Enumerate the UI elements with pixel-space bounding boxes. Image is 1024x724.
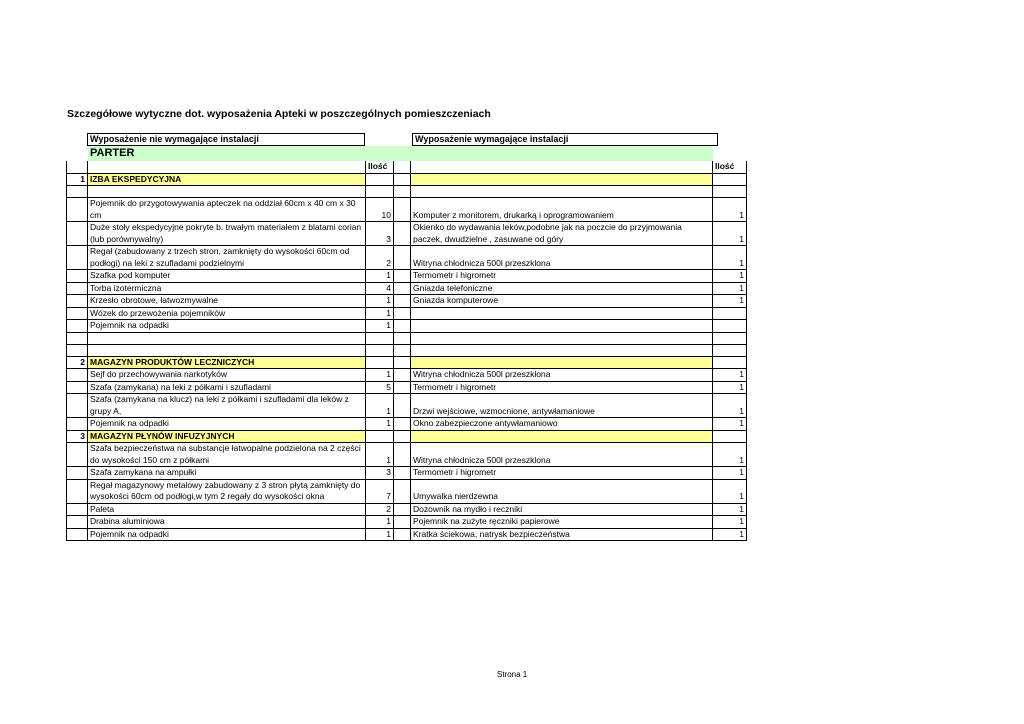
empty-cell <box>713 344 747 356</box>
spacer-row <box>67 344 747 356</box>
install-item-name: Witryna chłodnicza 500l przeszklona <box>411 246 713 270</box>
empty-cell <box>713 332 747 344</box>
table-row <box>67 516 747 529</box>
section-number: 1 <box>67 173 88 186</box>
empty-cell <box>713 173 747 186</box>
empty-cell <box>394 186 411 198</box>
item-qty: 2 <box>366 503 394 516</box>
install-item-name: Termometr i higrometr <box>411 381 713 394</box>
empty-cell <box>394 430 411 443</box>
item-qty: 1 <box>366 394 394 418</box>
empty-cell <box>394 381 411 394</box>
install-item-name: Termometr i higrometr <box>411 270 713 283</box>
item-qty: 1 <box>366 528 394 541</box>
empty-cell <box>394 443 411 467</box>
empty-cell <box>713 356 747 369</box>
table-row <box>67 295 747 308</box>
section-fill <box>411 430 713 443</box>
empty-cell <box>394 467 411 480</box>
floor-row <box>67 147 747 161</box>
item-qty: 1 <box>366 307 394 320</box>
item-name: Szafa zamykana na ampułki <box>88 467 366 480</box>
page-footer: Strona 1 <box>497 670 528 679</box>
install-item-qty: 1 <box>713 418 747 431</box>
item-name: Wózek do przewożenia pojemników <box>88 307 366 320</box>
install-item-qty: 1 <box>713 295 747 308</box>
empty-cell <box>394 332 411 344</box>
empty-cell <box>67 222 88 246</box>
item-qty: 1 <box>366 270 394 283</box>
empty-cell <box>67 528 88 541</box>
table-row <box>67 479 747 503</box>
table-row <box>67 381 747 394</box>
item-qty: 1 <box>366 295 394 308</box>
empty-cell <box>713 430 747 443</box>
empty-cell <box>394 173 411 186</box>
install-item-qty: 1 <box>713 394 747 418</box>
empty-cell <box>67 479 88 503</box>
install-item-name: Witryna chłodnicza 500l przeszklona <box>411 369 713 382</box>
item-name: Pojemnik na odpadki <box>88 528 366 541</box>
item-qty: 2 <box>366 246 394 270</box>
empty-cell <box>394 246 411 270</box>
section-name: MAGAZYN PRODUKTÓW LECZNICZYCH <box>88 356 366 369</box>
empty-cell <box>366 344 394 356</box>
install-item-qty <box>713 320 747 333</box>
empty-cell <box>67 467 88 480</box>
install-item-name: Komputer z monitorem, drukarką i oprogramowaniem <box>411 198 713 222</box>
install-item-name: Gniazda komputerowe <box>411 295 713 308</box>
install-item-qty: 1 <box>713 528 747 541</box>
empty-cell <box>67 369 88 382</box>
item-name: Szafka pod komputer <box>88 270 366 283</box>
install-item-name <box>411 307 713 320</box>
empty-cell <box>394 198 411 222</box>
spacer-row <box>67 186 747 198</box>
empty-cell <box>394 369 411 382</box>
install-item-qty: 1 <box>713 381 747 394</box>
item-qty: 3 <box>366 467 394 480</box>
qty-header-row <box>67 161 747 174</box>
item-qty: 1 <box>366 443 394 467</box>
item-qty: 4 <box>366 282 394 295</box>
empty-cell <box>366 430 394 443</box>
empty-cell <box>394 307 411 320</box>
install-item-name: Witryna chłodnicza 500l przeszklona <box>411 443 713 467</box>
section-number: 3 <box>67 430 88 443</box>
section-row <box>67 430 747 443</box>
empty-cell <box>366 186 394 198</box>
empty-cell <box>394 516 411 529</box>
empty-cell <box>394 222 411 246</box>
empty-cell <box>67 246 88 270</box>
table-row <box>67 369 747 382</box>
empty-cell <box>67 503 88 516</box>
section-number: 2 <box>67 356 88 369</box>
empty-cell <box>67 516 88 529</box>
empty-cell <box>67 282 88 295</box>
install-item-name: Umywalka nierdzewna <box>411 479 713 503</box>
empty-cell <box>411 332 713 344</box>
install-item-qty: 1 <box>713 282 747 295</box>
install-item-qty <box>713 307 747 320</box>
empty-cell <box>366 332 394 344</box>
header-right: Wyposażenie wymagające instalacji <box>412 133 718 146</box>
section-name: MAGAZYN PŁYNÓW INFUZYJNYCH <box>88 430 366 443</box>
section-row <box>67 356 747 369</box>
qty-header-right: Ilość <box>713 161 747 174</box>
empty-cell <box>67 186 88 198</box>
item-name: Regał (zabudowany z trzech stron, zamknięty do wysokości 60cm od podłogi) na leki z szufladami podzielnymi <box>88 246 366 270</box>
table-row <box>67 282 747 295</box>
install-item-qty: 1 <box>713 516 747 529</box>
empty-cell <box>366 356 394 369</box>
empty-cell <box>394 270 411 283</box>
empty-cell <box>67 381 88 394</box>
install-item-qty: 1 <box>713 467 747 480</box>
empty-cell <box>67 344 88 356</box>
empty-cell <box>394 528 411 541</box>
empty-cell <box>411 344 713 356</box>
install-item-qty: 1 <box>713 222 747 246</box>
table-row <box>67 443 747 467</box>
item-name: Pojemnik na odpadki <box>88 320 366 333</box>
equipment-table <box>66 146 747 541</box>
item-qty: 1 <box>366 516 394 529</box>
qty-header-left: Ilość <box>366 161 394 174</box>
table-row <box>67 270 747 283</box>
empty-cell <box>394 344 411 356</box>
spacer-row <box>67 332 747 344</box>
empty-cell <box>713 186 747 198</box>
page-title: Szczegółowe wytyczne dot. wyposażenia Apteki w poszczególnych pomieszczeniach <box>67 108 491 120</box>
table-row <box>67 528 747 541</box>
floor-label: PARTER <box>88 147 366 161</box>
table-row <box>67 503 747 516</box>
empty-cell <box>67 295 88 308</box>
table-row <box>67 222 747 246</box>
install-item-qty: 1 <box>713 479 747 503</box>
item-name: Drabina aluminiowa <box>88 516 366 529</box>
item-name: Szafa (zamykana) na leki z półkami i szufladami <box>88 381 366 394</box>
item-qty: 5 <box>366 381 394 394</box>
empty-cell <box>88 186 366 198</box>
table-row <box>67 320 747 333</box>
empty-cell <box>67 443 88 467</box>
item-name: Paleta <box>88 503 366 516</box>
item-name: Krzesło obrotowe, łatwozmywalne <box>88 295 366 308</box>
item-name: Duże stoły ekspedycyjne pokryte b. trwałym materiałem z blatami corian (lub porównywalny) <box>88 222 366 246</box>
empty-cell <box>366 173 394 186</box>
install-item-name: Gniazda telefoniczne <box>411 282 713 295</box>
section-name: IZBA EKSPEDYCYJNA <box>88 173 366 186</box>
install-item-qty: 1 <box>713 246 747 270</box>
empty-cell <box>88 344 366 356</box>
install-item-name <box>411 320 713 333</box>
item-qty: 1 <box>366 418 394 431</box>
table-row <box>67 418 747 431</box>
install-item-name: Dozownik na mydło i reczniki <box>411 503 713 516</box>
empty-cell <box>67 320 88 333</box>
item-qty: 1 <box>366 369 394 382</box>
empty-cell <box>411 186 713 198</box>
empty-cell <box>394 282 411 295</box>
item-qty: 10 <box>366 198 394 222</box>
install-item-qty: 1 <box>713 270 747 283</box>
section-row <box>67 173 747 186</box>
empty-cell <box>67 307 88 320</box>
item-name: Regał magazynowy metalowy zabudowany z 3 stron płytą zamknięty do wysokości 60cm od podłogi,w tym 2 regały do wysokości okna <box>88 479 366 503</box>
empty-cell <box>394 295 411 308</box>
install-item-qty: 1 <box>713 198 747 222</box>
item-qty: 7 <box>366 479 394 503</box>
table-row <box>67 198 747 222</box>
item-name: Torba izotermiczna <box>88 282 366 295</box>
empty-cell <box>67 270 88 283</box>
table-row <box>67 246 747 270</box>
install-item-name: Pojemnik na zużyte ręczniki papierowe <box>411 516 713 529</box>
install-item-name: Termometr i higrometr <box>411 467 713 480</box>
item-name: Szafa bezpieczeństwa na substancje łatwopalne podzielona na 2 części do wysokości 150 cm z półkami <box>88 443 366 467</box>
empty-cell <box>67 198 88 222</box>
empty-cell <box>394 320 411 333</box>
empty-cell <box>67 332 88 344</box>
table-row <box>67 467 747 480</box>
install-item-name: Kratka ściekowa, natrysk bezpieczeństwa <box>411 528 713 541</box>
header-left: Wyposażenie nie wymagające instalacji <box>87 133 365 146</box>
item-name: Pojemnik na odpadki <box>88 418 366 431</box>
item-name: Szafa (zamykana na klucz) na leki z półkami i szufladami dla leków z grupy A, <box>88 394 366 418</box>
install-item-name: Okno zabezpieczone antywłamaniowo <box>411 418 713 431</box>
table-row <box>67 394 747 418</box>
empty-cell <box>88 332 366 344</box>
install-item-qty: 1 <box>713 369 747 382</box>
table-row <box>67 307 747 320</box>
empty-cell <box>67 418 88 431</box>
section-fill <box>411 356 713 369</box>
section-fill <box>411 173 713 186</box>
install-item-qty: 1 <box>713 443 747 467</box>
install-item-name: Drzwi wejściowe, wzmocnione, antywłamaniowe <box>411 394 713 418</box>
empty-cell <box>394 503 411 516</box>
item-qty: 1 <box>366 320 394 333</box>
empty-cell <box>394 418 411 431</box>
item-qty: 3 <box>366 222 394 246</box>
empty-cell <box>394 356 411 369</box>
install-item-qty: 1 <box>713 503 747 516</box>
item-name: Pojemnik do przygotowywania apteczek na oddział 60cm x 40 cm x 30 cm <box>88 198 366 222</box>
empty-cell <box>394 479 411 503</box>
empty-cell <box>67 394 88 418</box>
empty-cell <box>394 394 411 418</box>
item-name: Sejf do przechowywania narkotyków <box>88 369 366 382</box>
install-item-name: Okienko do wydawania leków,podobne jak na poczcie do przyjmowania paczek, dwudzielne , zasuwane od góry <box>411 222 713 246</box>
